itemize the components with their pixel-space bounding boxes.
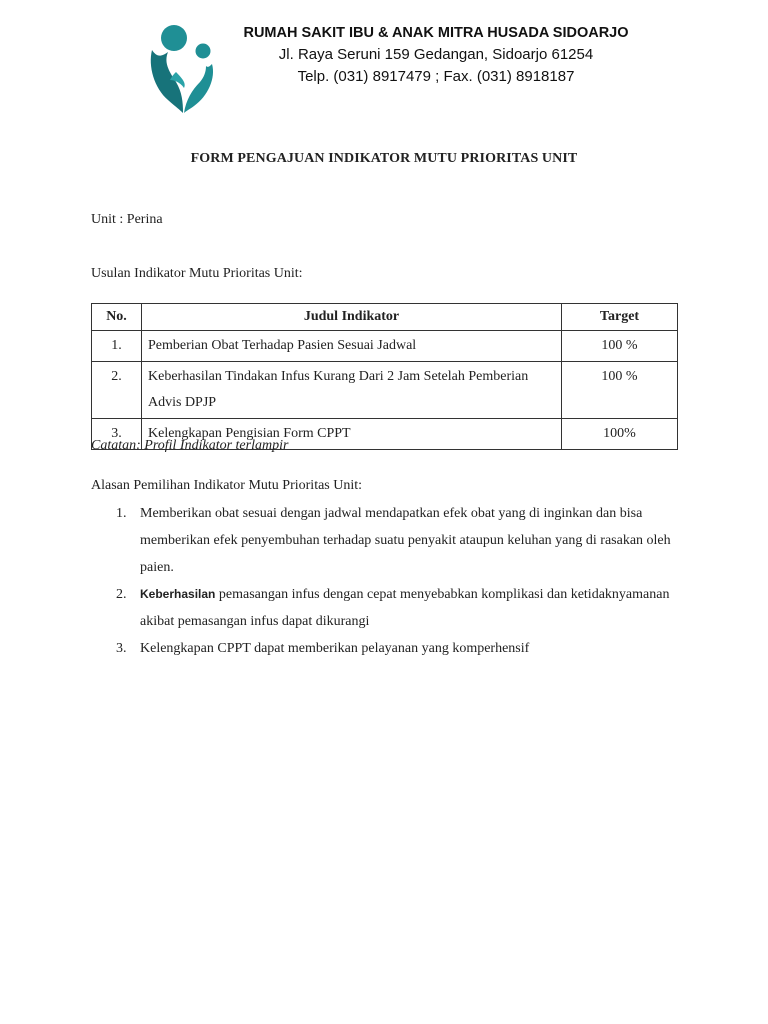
list-text: Kelengkapan CPPT dapat memberikan pelayanan yang komperhensif xyxy=(140,641,530,656)
row-target: 100 % xyxy=(562,331,678,362)
list-number: 2. xyxy=(116,587,127,602)
list-text: pemasangan infus dengan cepat menyebabkan komplikasi dan ketidaknyamanan akibat pemasangan infus dapat dikurangi xyxy=(140,587,670,629)
hospital-logo xyxy=(146,22,218,114)
table-note: Catatan: Profil Indikator terlampir xyxy=(91,438,289,453)
letterhead xyxy=(226,22,646,88)
hospital-address: Jl. Raya Seruni 159 Gedangan, Sidoarjo 61254 xyxy=(278,46,594,63)
reasons-list xyxy=(91,500,671,662)
header-judul: Judul Indikator xyxy=(142,304,562,331)
row-judul: Pemberian Obat Terhadap Pasien Sesuai Jadwal xyxy=(142,331,562,362)
hospital-name: RUMAH SAKIT IBU & ANAK MITRA HUSADA SIDOARJO xyxy=(243,25,629,41)
row-no: 2. xyxy=(92,362,142,419)
row-no: 1. xyxy=(92,331,142,362)
logo-figure-right xyxy=(184,64,213,113)
header-no: No. xyxy=(92,304,142,331)
list-item xyxy=(91,581,671,635)
indicator-table xyxy=(91,303,678,450)
logo-head-large xyxy=(161,25,187,51)
alasan-label: Alasan Pemilihan Indikator Mutu Prioritas Unit: xyxy=(91,478,363,493)
usulan-label: Usulan Indikator Mutu Prioritas Unit: xyxy=(91,266,303,281)
row-judul: Kelengkapan Pengisian Form CPPT xyxy=(142,419,562,450)
table-header-row xyxy=(92,304,678,331)
row-target: 100 % xyxy=(562,362,678,419)
form-title: FORM PENGAJUAN INDIKATOR MUTU PRIORITAS UNIT xyxy=(190,151,578,166)
list-item xyxy=(91,500,671,581)
table-row xyxy=(92,362,678,419)
row-target: 100% xyxy=(562,419,678,450)
unit-line: Unit : Perina xyxy=(91,212,163,227)
list-number: 3. xyxy=(116,641,127,656)
list-text: Memberikan obat sesuai dengan jadwal mendapatkan efek obat yang di inginkan dan bisa memberikan efek penyembuhan terhadap suatu penyakit ataupun keluhan yang di rasakan oleh paien. xyxy=(140,506,671,575)
row-no: 3. xyxy=(92,419,142,450)
list-number: 1. xyxy=(116,506,127,521)
reasons-section xyxy=(91,476,671,662)
list-lead: Keberhasilan xyxy=(140,587,216,601)
row-judul: Keberhasilan Tindakan Infus Kurang Dari 2 Jam Setelah Pemberian Advis DPJP xyxy=(142,362,562,419)
table-row xyxy=(92,331,678,362)
logo-head-small xyxy=(196,44,211,59)
list-item xyxy=(91,635,671,662)
header-target: Target xyxy=(562,304,678,331)
hospital-phone: Telp. (031) 8917479 ; Fax. (031) 8918187 xyxy=(297,68,575,85)
